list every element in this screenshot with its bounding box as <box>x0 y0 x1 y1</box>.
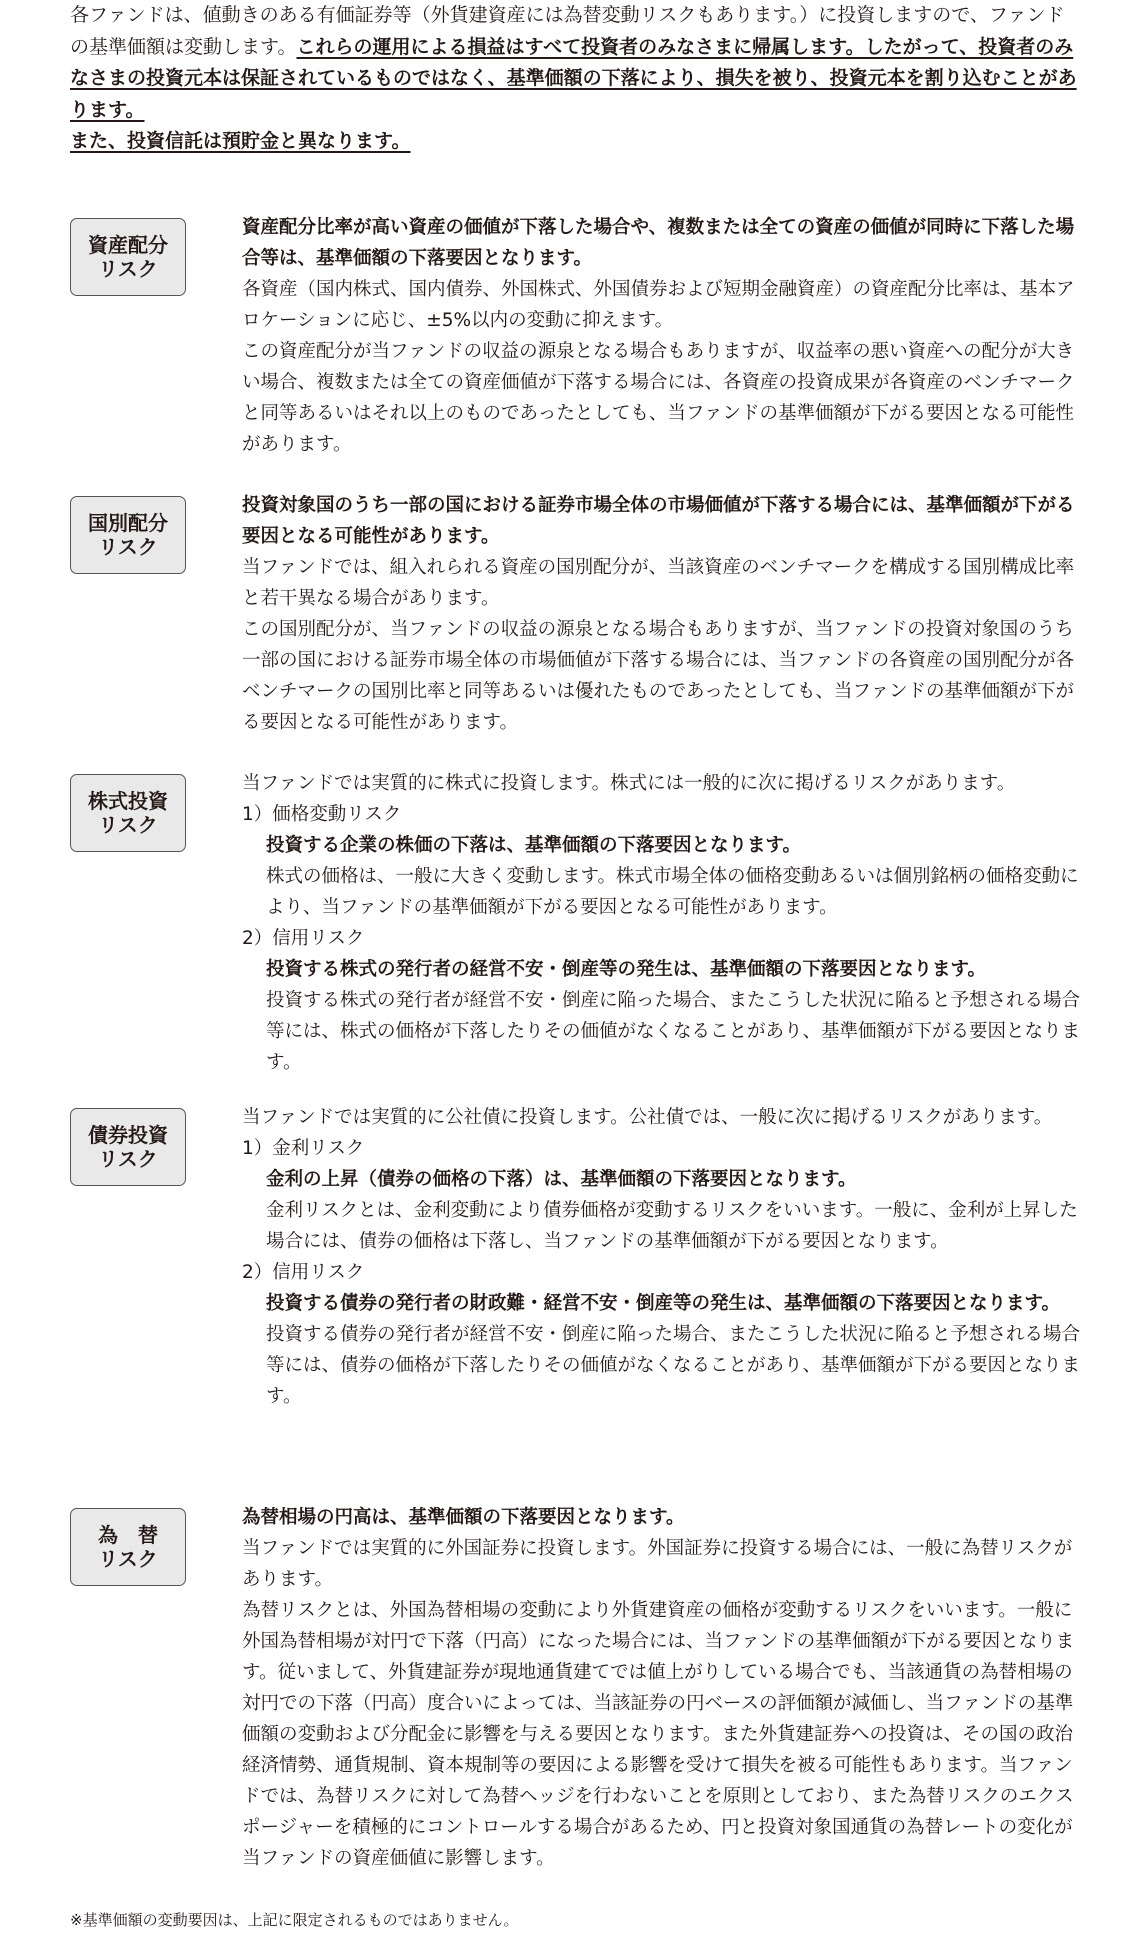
risk-badge-line2: リスク <box>98 813 158 837</box>
intro-deposit-note: また、投資信託は預貯金と異なります。 <box>70 130 411 152</box>
risk-badge <box>70 774 186 852</box>
sub-risk-description: 投資する債券の発行者が経営不安・倒産に陥った場合、またこうした状況に陥ると予想される場合等には、債券の価格が下落したりその価値がなくなることがあり、基準価額が下がる要因となります。 <box>266 1324 1081 1407</box>
risk-badge-line2: リスク <box>98 257 158 281</box>
risk-badge-line1: 国別配分 <box>88 511 168 535</box>
intro-paragraph <box>70 0 1080 158</box>
risk-badge-line1: 為 替 <box>98 1523 158 1547</box>
risk-lead: 当ファンドでは実質的に株式に投資します。株式には一般的に次に掲げるリスクがあります。 <box>242 773 1016 794</box>
risk-summary: 資産配分比率が高い資産の価値が下落した場合や、複数または全ての資産の価値が同時に下落した場合等は、基準価額の下落要因となります。 <box>242 217 1075 269</box>
risk-badge-line2: リスク <box>98 1147 158 1171</box>
risk-badge <box>70 218 186 296</box>
risk-badge-line2: リスク <box>98 1547 158 1571</box>
risk-content <box>242 1102 1080 1412</box>
risk-badge-line2: リスク <box>98 535 158 559</box>
sub-risk-title: 2）信用リスク <box>242 928 365 949</box>
risk-badge-line1: 株式投資 <box>88 789 168 813</box>
risk-badge-line1: 資産配分 <box>88 233 168 257</box>
sub-risk-summary: 金利の上昇（債券の価格の下落）は、基準価額の下落要因となります。 <box>266 1169 857 1190</box>
risk-description: 当ファンドでは、組入れられる資産の国別配分が、当該資産のベンチマークを構成する国別構成比率と若干異なる場合があります。 <box>242 557 1075 609</box>
risk-description: この資産配分が当ファンドの収益の源泉となる場合もありますが、収益率の悪い資産への配分が大きい場合、複数または全ての資産価値が下落する場合には、各資産の投資成果が各資産のベンチマークと同等あるいはそれ以上のものであったとしても、当ファンドの基準価額が下がる要因となる可能性があります。 <box>242 341 1075 455</box>
sub-risk-title: 2）信用リスク <box>242 1262 365 1283</box>
footnote: ※基準価額の変動要因は、上記に限定されるものではありません。 <box>70 1911 519 1929</box>
risk-badge <box>70 496 186 574</box>
sub-risk-description: 株式の価格は、一般に大きく変動します。株式市場全体の価格変動あるいは個別銘柄の価格変動により、当ファンドの基準価額が下がる要因となる可能性があります。 <box>266 866 1079 918</box>
risk-badge-line1: 債券投資 <box>88 1123 168 1147</box>
risk-summary: 投資対象国のうち一部の国における証券市場全体の市場価値が下落する場合には、基準価額が下がる要因となる可能性があります。 <box>242 495 1075 547</box>
intro-underlined-text: これらの運用による損益はすべて投資者のみなさまに帰属します。したがって、投資者のみなさまの投資元本は保証されているものではなく、基準価額の下落により、損失を被り、投資元本を割り込むことがあります。 <box>70 35 1077 121</box>
risk-summary: 為替相場の円高は、基準価額の下落要因となります。 <box>242 1507 685 1528</box>
risk-description: 当ファンドでは実質的に外国証券に投資します。外国証券に投資する場合には、一般に為替リスクがあります。 <box>242 1538 1073 1590</box>
sub-risk-summary: 投資する企業の株価の下落は、基準価額の下落要因となります。 <box>266 835 802 856</box>
risk-badge <box>70 1108 186 1186</box>
sub-risk-title: 1）金利リスク <box>242 1138 365 1159</box>
sub-risk-summary: 投資する株式の発行者の経営不安・倒産等の発生は、基準価額の下落要因となります。 <box>266 959 987 980</box>
risk-content <box>242 768 1080 1078</box>
risk-description: この国別配分が、当ファンドの収益の源泉となる場合もありますが、当ファンドの投資対象国のうち一部の国における証券市場全体の市場価値が下落する場合には、当ファンドの各資産の国別配分が各ベンチマークの国別比率と同等あるいは優れたものであったとしても、当ファンドの基準価額が下がる要因となる可能性があります。 <box>242 619 1075 733</box>
sub-risk-summary: 投資する債券の発行者の財政難・経営不安・倒産等の発生は、基準価額の下落要因となります。 <box>266 1293 1061 1314</box>
risk-content <box>242 490 1080 738</box>
risk-lead: 当ファンドでは実質的に公社債に投資します。公社債では、一般に次に掲げるリスクがあります。 <box>242 1107 1053 1128</box>
sub-risk-description: 投資する株式の発行者が経営不安・倒産に陥った場合、またこうした状況に陥ると予想される場合等には、株式の価格が下落したりその価値がなくなることがあり、基準価額が下がる要因となります。 <box>266 990 1081 1073</box>
risk-content <box>242 1502 1080 1874</box>
risk-description: 為替リスクとは、外国為替相場の変動により外貨建資産の価格が変動するリスクをいいます。一般に外国為替相場が対円で下落（円高）になった場合には、当ファンドの基準価額が下がる要因となります。従いまして、外貨建証券が現地通貨建てでは値上がりしている場合でも、当該通貨の為替相場の対円での下落（円高）度合いによっては、当該証券の円ベースの評価額が減価し、当ファンドの基準価額の変動および分配金に影響を与える要因となります。また外貨建証券への投資は、その国の政治経済情勢、通貨規制、資本規制等の要因による影響を受けて損失を被る可能性もあります。当ファンドでは、為替リスクに対して為替ヘッジを行わないことを原則としており、また為替リスクのエクスポージャーを積極的にコントロールする場合があるため、円と投資対象国通貨の為替レートの変化が当ファンドの資産価値に影響します。 <box>242 1600 1075 1869</box>
risk-content <box>242 212 1080 460</box>
intro-text: 各ファンドは、値動きのある有価証券等（外貨建資産には為替変動リスクもあります。）に投資しますので、ファンドの基準価額は変動します。 <box>70 4 1065 58</box>
sub-risk-description: 金利リスクとは、金利変動により債券価格が変動するリスクをいいます。一般に、金利が上昇した場合には、債券の価格は下落し、当ファンドの基準価額が下がる要因となります。 <box>266 1200 1078 1252</box>
risk-description: 各資産（国内株式、国内債券、外国株式、外国債券および短期金融資産）の資産配分比率は、基本アロケーションに応じ、±5%以内の変動に抑えます。 <box>242 279 1075 331</box>
risk-badge <box>70 1508 186 1586</box>
sub-risk-title: 1）価格変動リスク <box>242 804 402 825</box>
